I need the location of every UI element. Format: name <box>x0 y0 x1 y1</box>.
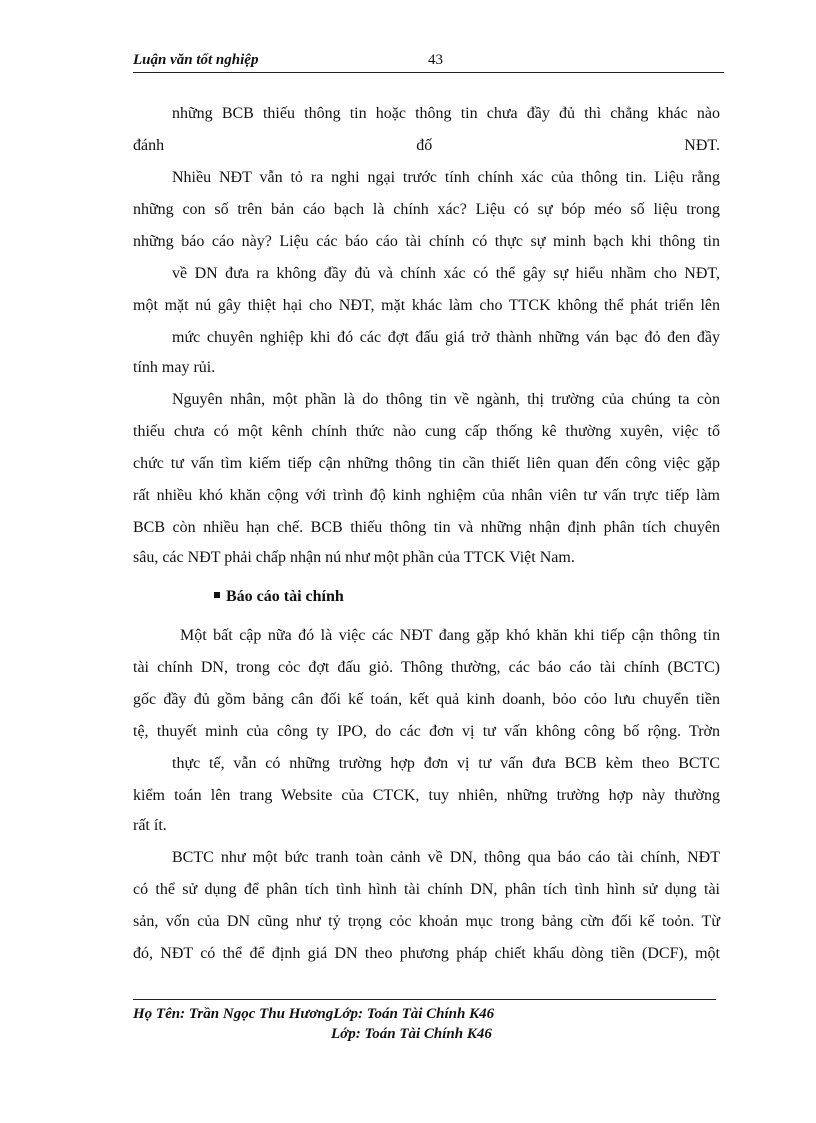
paragraph-line: rất nhiều khó khăn cộng với trình độ kinh nghiệm của nhân viên tư vấn trực tiếp làm <box>133 487 720 504</box>
footer-author: Họ Tên: Trần Ngọc Thu HươngLớp: Toán Tài Chính K46 <box>133 1006 495 1022</box>
bullet-square-icon <box>214 592 220 598</box>
paragraph-line: gốc đầy đủ gồm bảng cân đối kế toán, kết quả kinh doanh, bỏo cỏo lưu chuyển tiền <box>133 691 720 708</box>
paragraph-line: những báo cáo này? Liệu các báo cáo tài chính có thực sự minh bạch khi thông tin <box>133 233 720 250</box>
paragraph-line: rất ít. <box>133 817 167 834</box>
paragraph-line: những con số trên bản cáo bạch là chính xác? Liệu có sự bóp méo số liệu trong <box>133 201 720 218</box>
footer-class: Lớp: Toán Tài Chính K46 <box>331 1026 492 1042</box>
paragraph-line: thiếu chưa có một kênh chính thức nào cung cấp thống kê thường xuyên, việc tổ <box>133 423 720 440</box>
paragraph-line: sản, vốn của DN cũng như tỷ trọng cỏc khoản mục trong bảng cừn đối kế toỏn. Từ <box>133 913 720 930</box>
paragraph-line: sâu, các NĐT phải chấp nhận nú như một phần của TTCK Việt Nam. <box>133 549 575 566</box>
paragraph-line: tính may rủi. <box>133 359 216 376</box>
paragraph-line: Nguyên nhân, một phần là do thông tin về ngành, thị trường của chúng ta còn <box>172 391 720 408</box>
header-divider <box>133 72 724 73</box>
paragraph-line: BCB còn nhiều hạn chế. BCB thiếu thông tin và những nhận định phân tích chuyên <box>133 519 720 536</box>
paragraph-line: những BCB thiếu thông tin hoặc thông tin chưa đầy đủ thì chẳng khác nào <box>172 105 720 122</box>
section-heading <box>214 588 344 606</box>
paragraph-line: về DN đưa ra không đầy đủ và chính xác có thể gây sự hiểu nhầm cho NĐT, <box>172 265 720 282</box>
header-title: Luận văn tốt nghiệp <box>133 52 259 68</box>
paragraph-line: chức tư vấn tìm kiếm tiếp cận những thông tin cần thiết liên quan đến công việc gặp <box>133 455 720 472</box>
footer-divider <box>133 999 716 1000</box>
paragraph-line: đó, NĐT có thể để định giá DN theo phương pháp chiết khấu dòng tiền (DCF), một <box>133 945 720 962</box>
paragraph-line: tài chính DN, trong cỏc đợt đấu giỏ. Thông thường, các báo cáo tài chính (BCTC) <box>133 659 720 676</box>
page-header <box>133 52 723 72</box>
paragraph-line: có thể sử dụng để phân tích tình hình tài chính DN, phân tích tình hình sử dụng tài <box>133 881 720 898</box>
paragraph-line: BCTC như một bức tranh toàn cảnh về DN, thông qua báo cáo tài chính, NĐT <box>172 849 720 866</box>
paragraph-line: kiểm toán lên trang Website của CTCK, tuy nhiên, những trường hợp này thường <box>133 787 720 804</box>
page-number: 43 <box>428 52 443 68</box>
paragraph-line: Nhiều NĐT vẫn tỏ ra nghi ngại trước tính chính xác của thông tin. Liệu rằng <box>172 169 720 186</box>
paragraph-line: một mặt nú gây thiệt hại cho NĐT, mặt khác làm cho TTCK không thể phát triển lên <box>133 297 720 314</box>
paragraph-line: đánh đố NĐT. <box>133 137 720 154</box>
paragraph-line: thực tế, vẫn có những trường hợp đơn vị tư vấn đưa BCB kèm theo BCTC <box>172 755 720 772</box>
paragraph-line: tệ, thuyết minh của công ty IPO, do các đơn vị tư vấn không công bố rộng. Trờn <box>133 723 720 740</box>
paragraph-line: mức chuyên nghiệp khi đó các đợt đấu giá trở thành những ván bạc đỏ đen đầy <box>172 329 720 346</box>
section-heading-text: Báo cáo tài chính <box>226 588 344 605</box>
paragraph-line: Một bất cập nữa đó là việc các NĐT đang gặp khó khăn khi tiếp cận thông tin <box>180 627 720 644</box>
